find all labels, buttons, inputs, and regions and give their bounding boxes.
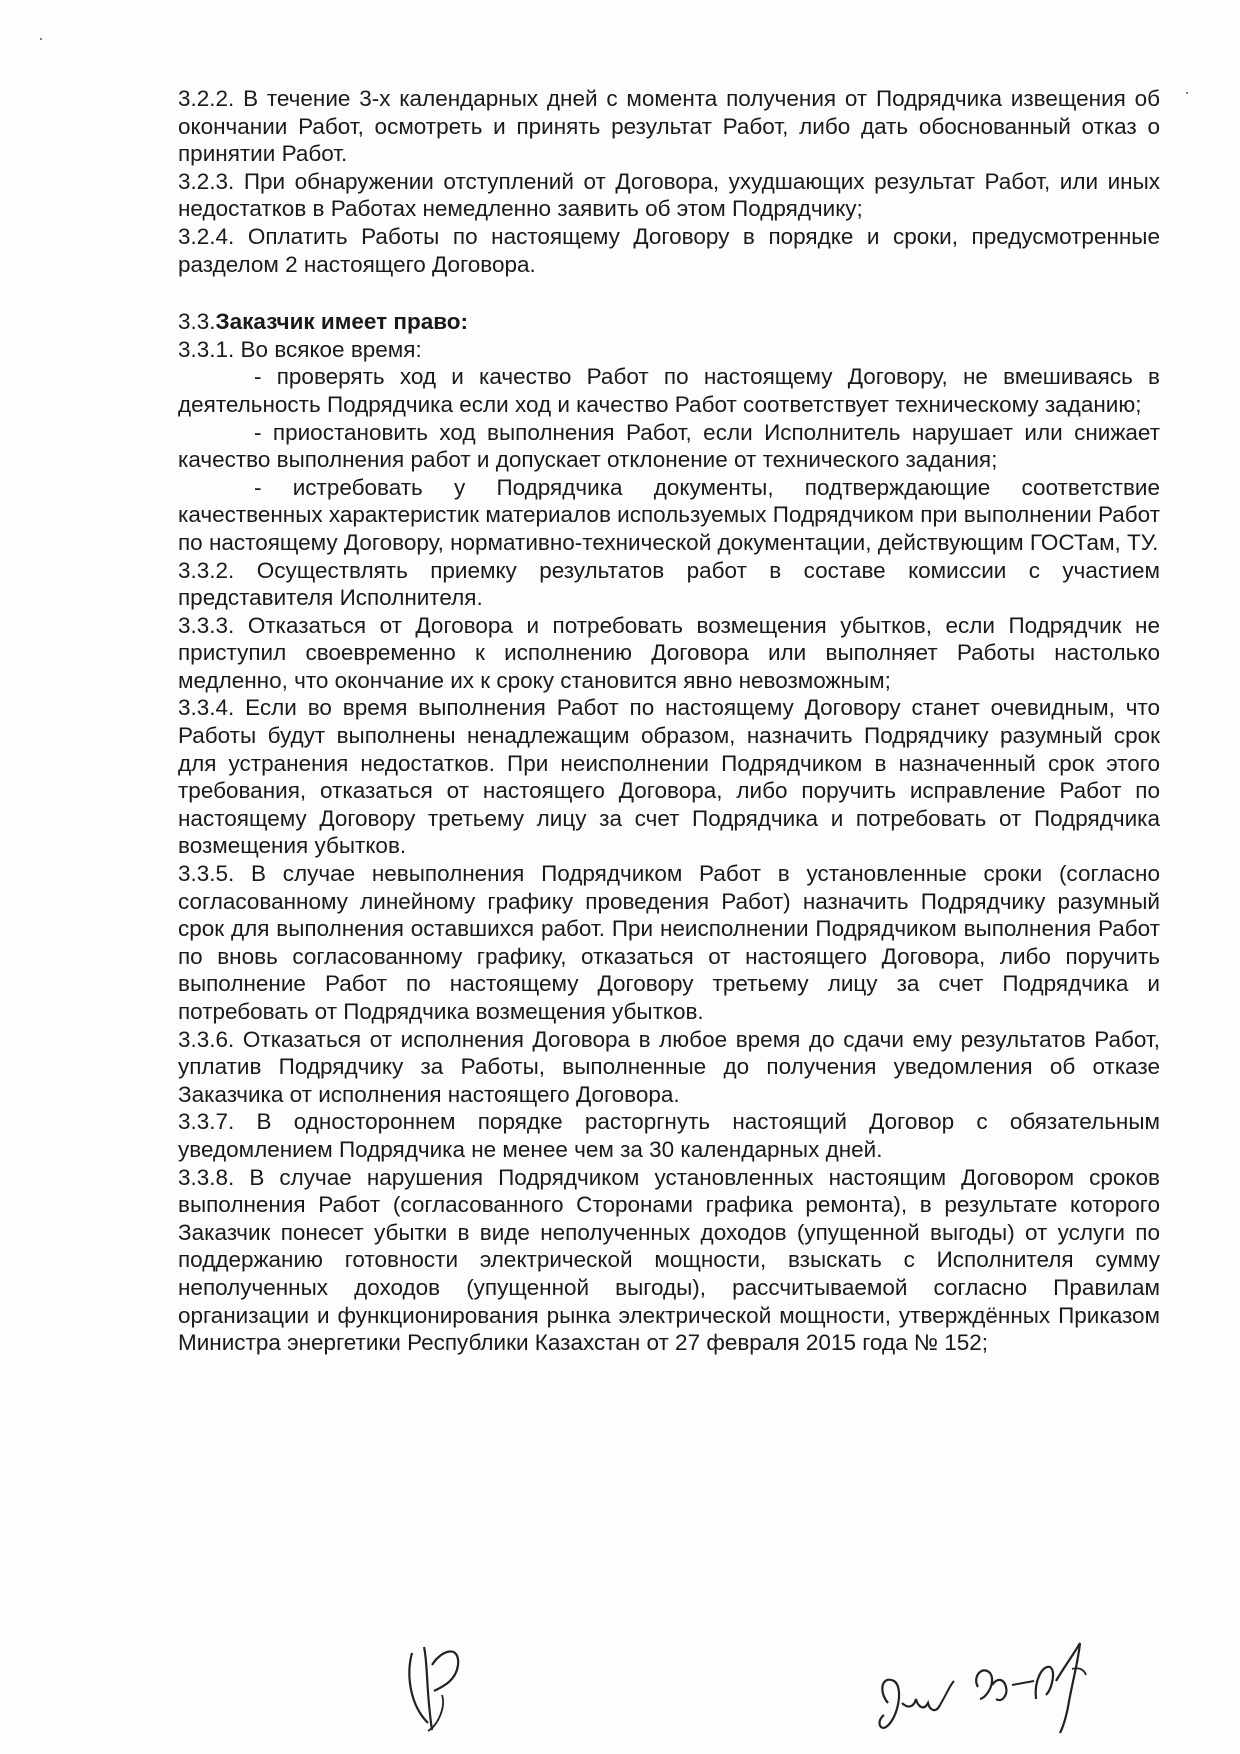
bullet-item: - приостановить ход выполнения Работ, если Исполнитель нарушает или снижает качество выполнения работ и допускает отклонение от технического задания; (178, 419, 1160, 473)
paragraph-3-3-2: 3.3.2. Осуществлять приемку результатов работ в составе комиссии с участием представителя Исполнителя. (178, 557, 1160, 611)
document-body (178, 85, 1160, 1357)
scan-speck (1186, 92, 1188, 94)
paragraph-3-3-6: 3.3.6. Отказаться от исполнения Договора в любое время до сдачи ему результатов Работ, уплатив Подрядчику за Работы, выполненные до получения уведомления об отказе Заказчика от исполнения настоящего Договора. (178, 1026, 1160, 1107)
signature-area (0, 1635, 1240, 1745)
paragraph-3-2-4: 3.2.4. Оплатить Работы по настоящему Договору в порядке и сроки, предусмотренные разделом 2 настоящего Договора. (178, 223, 1160, 277)
paragraph-3-3-1: 3.3.1. Во всякое время: (178, 336, 422, 362)
paragraph-3-2-3: 3.2.3. При обнаружении отступлений от Договора, ухудшающих результат Работ, или иных недостатков в Работах немедленно заявить об этом Подрядчику; (178, 168, 1160, 222)
paragraph-3-2-2: 3.2.2. В течение 3-х календарных дней с момента получения от Подрядчика извещения об окончании Работ, осмотреть и принять результат Работ, либо дать обоснованный отказ о принятии Работ. (178, 86, 1160, 167)
section-title: Заказчик имеет право: (215, 309, 469, 335)
paragraph-3-3-7: 3.3.7. В одностороннем порядке расторгнуть настоящий Договор с обязательным уведомлением Подрядчика не менее чем за 30 календарных дней. (178, 1109, 1160, 1162)
section-heading-3-3 (178, 308, 1160, 336)
bullet-item: - истребовать у Подрядчика документы, подтверждающие соответствие качественных характеристик материалов используемых Подрядчиком при выполнении Работ по настоящему Договору, нормативно-технической документации, действующим ГОСТам, ТУ. (178, 474, 1160, 555)
handwritten-signature-icon (868, 1663, 968, 1743)
paragraph-3-3-3: 3.3.3. Отказаться от Договора и потребовать возмещения убытков, если Подрядчик не приступил своевременно к исполнению Договора или выполняет Работы настолько медленно, что окончание их к сроку становится явно невозможным; (178, 612, 1160, 693)
bullet-item: - проверять ход и качество Работ по настоящему Договору, не вмешиваясь в деятельность Подрядчика если ход и качество Работ соответствует техническому заданию; (178, 364, 1160, 417)
handwritten-signature-icon (398, 1635, 478, 1735)
scan-speck (40, 38, 42, 40)
paragraph-spacer (178, 278, 1160, 308)
section-number: 3.3. (178, 309, 216, 335)
paragraph-3-3-8: 3.3.8. В случае нарушения Подрядчиком установленных настоящим Договором сроков выполнения Работ (согласованного Сторонами графика ремонта), в результате которого Заказчик понесет убытки в виде неполученных доходов (упущенной выгоды) от услуги по поддержанию готовности электрической мощности, взыскать с Исполнителя сумму неполученных доходов (упущенной выгоды), рассчитываемой согласно Правилам организации и функционирования рынка электрической мощности, утверждённых Приказом Министра энергетики Республики Казахстан от 27 февраля 2015 года № 152; (178, 1164, 1160, 1356)
handwritten-signature-icon (968, 1637, 1118, 1737)
paragraph-3-3-5: 3.3.5. В случае невыполнения Подрядчиком Работ в установленные сроки (согласно согласованному линейному графику проведения Работ) назначить Подрядчику разумный срок для выполнения оставшихся работ. При неисполнении Подрядчиком выполнения Работ по вновь согласованному графику, отказаться от настоящего Договора, либо поручить выполнение Работ по настоящему Договору третьему лицу за счет Подрядчика и потребовать от Подрядчика возмещения убытков. (178, 861, 1160, 1024)
paragraph-3-3-4: 3.3.4. Если во время выполнения Работ по настоящему Договору станет очевидным, что Работы будут выполнены ненадлежащим образом, назначить Подрядчику разумный срок для устранения недостатков. При неисполнении Подрядчиком в назначенный срок этого требования, отказаться от настоящего Договора, либо поручить исправление Работ по настоящему Договору третьему лицу за счет Подрядчика и потребовать от Подрядчика возмещения убытков. (178, 695, 1160, 859)
